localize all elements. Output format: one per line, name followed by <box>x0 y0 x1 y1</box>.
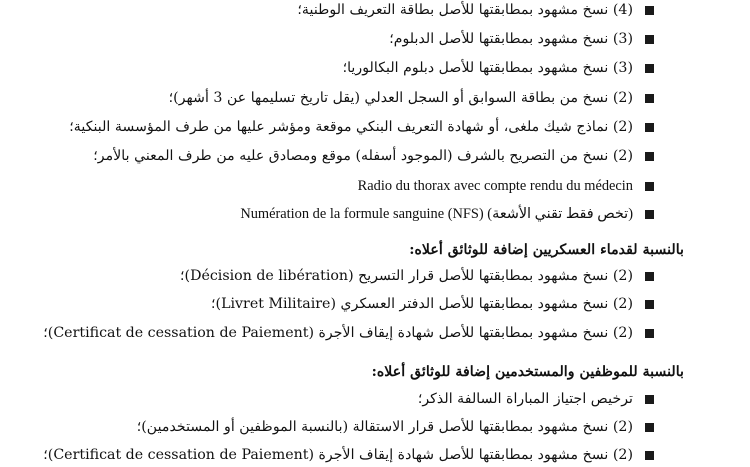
list-item <box>297 0 654 22</box>
list-item-text: (2) نسخ مشهود بمطابقتها للأصل شهادة إيقاف الأجرة (Certificat de cessation de Paiement)؛ <box>43 447 633 463</box>
list-item-text: (2) نسخ مشهود بمطابقتها للأصل شهادة إيقاف الأجرة (Certificat de cessation de Paiement)؛ <box>43 325 633 341</box>
list-item-text: (2) نسخ مشهود بمطابقتها للأصل قرار التسريح (Décision de libération)؛ <box>180 268 633 284</box>
list-item-text: Radio du thorax avec compte rendu du médecin <box>357 178 633 194</box>
section-heading-veterans: بالنسبة لقدماء العسكريين إضافة للوثائق أعلاه: <box>409 242 684 258</box>
list-item-text: (2) نماذج شيك ملغى، أو شهادة التعريف البنكي موقعة ومؤشر عليها من طرف المؤسسة البنكية؛ <box>69 119 633 135</box>
square-bullet-icon <box>645 423 654 432</box>
square-bullet-icon <box>645 35 654 44</box>
list-item-text: ترخيص اجتياز المباراة السالفة الذكر؛ <box>417 391 633 407</box>
list-item <box>43 321 654 345</box>
section-heading-employees: بالنسبة للموظفين والمستخدمين إضافة للوثائق أعلاه: <box>371 364 684 380</box>
list-item-text: (2) نسخ من بطاقة السوابق أو السجل العدلي (يقل تاريخ تسليمها عن 3 أشهر)؛ <box>168 90 633 106</box>
square-bullet-icon <box>645 210 654 219</box>
list-item <box>358 174 654 198</box>
list-item <box>389 27 654 51</box>
square-bullet-icon <box>645 6 654 15</box>
square-bullet-icon <box>645 64 654 73</box>
square-bullet-icon <box>645 182 654 191</box>
list-item-text: (2) نسخ مشهود بمطابقتها للأصل قرار الاستقالة (بالنسبة الموظفين أو المستخدمين)؛ <box>136 419 633 435</box>
square-bullet-icon <box>645 395 654 404</box>
list-item-text: Numération de la formule sanguine (NFS) (تخص فقط تقني الأشعة) <box>240 206 633 222</box>
square-bullet-icon <box>645 451 654 460</box>
list-item-text: (3) نسخ مشهود بمطابقتها للأصل الدبلوم؛ <box>389 31 633 47</box>
list-item <box>69 115 654 139</box>
list-item <box>343 56 654 80</box>
list-item <box>43 443 654 467</box>
list-item <box>169 86 654 110</box>
square-bullet-icon <box>645 152 654 161</box>
list-item-text: (3) نسخ مشهود بمطابقتها للأصل دبلوم البكالوريا؛ <box>342 60 633 76</box>
list-item-text: (2) نسخ مشهود بمطابقتها للأصل الدفتر العسكري (Livret Militaire)؛ <box>211 296 633 312</box>
list-item <box>240 202 654 226</box>
square-bullet-icon <box>645 272 654 281</box>
square-bullet-icon <box>645 300 654 309</box>
square-bullet-icon <box>645 94 654 103</box>
list-item <box>180 264 654 288</box>
list-item <box>137 415 654 439</box>
list-item-text: (2) نسخ من التصريح بالشرف (الموجود أسفله) موقع ومصادق عليه من طرف المعني بالأمر؛ <box>93 148 633 164</box>
list-item-text: (4) نسخ مشهود بمطابقتها للأصل بطاقة التعريف الوطنية؛ <box>297 2 633 18</box>
square-bullet-icon <box>645 123 654 132</box>
list-item <box>418 387 654 411</box>
list-item <box>93 144 654 168</box>
square-bullet-icon <box>645 329 654 338</box>
list-item <box>211 292 654 316</box>
